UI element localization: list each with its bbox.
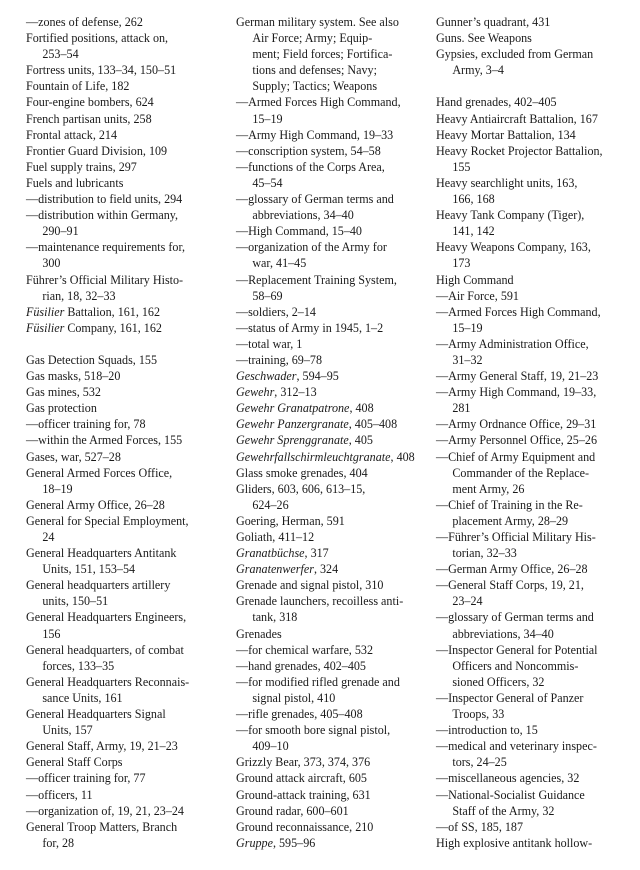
- entry-italic-term: Gewehr: [236, 385, 275, 400]
- entry-heading: —Army High Command, 19–33: [236, 127, 394, 142]
- entry-heading: —officer training for, 78: [26, 417, 146, 432]
- entry-heading: —training, 69–78: [236, 352, 322, 367]
- index-entry: [436, 94, 632, 110]
- index-entry: [26, 577, 224, 609]
- entry-continuation: Supply; Tactics; Weapons: [252, 79, 378, 94]
- entry-heading: —zones of defense, 262: [26, 15, 143, 29]
- index-entry: [236, 432, 426, 448]
- entry-italic-term: Gewehr Panzergranate: [236, 417, 349, 432]
- entry-locator: , 405–408: [348, 417, 398, 432]
- entry-heading: —Army Ordnance Office, 29–31: [436, 417, 597, 432]
- entry-continuation: 300: [42, 256, 61, 271]
- entry-continuation: ment; Field forces; Fortifica-: [252, 47, 393, 62]
- index-entry: [236, 272, 426, 304]
- index-entry: [26, 207, 224, 239]
- entry-continuation: 15–19: [252, 111, 283, 126]
- entry-heading: —rifle grenades, 405–408: [236, 707, 363, 722]
- index-entry: [236, 513, 426, 529]
- entry-continuation: Officers and Noncommis-: [452, 658, 579, 673]
- entry-heading: Grenade launchers, recoilless anti-: [236, 594, 404, 609]
- entry-heading: [26, 305, 160, 319]
- entry-continuation: rian, 18, 32–33: [42, 288, 116, 303]
- entry-heading: —for modified rifled grenade and: [236, 674, 400, 689]
- index-entry: [236, 416, 426, 432]
- entry-heading: —German Army Office, 26–28: [436, 562, 588, 577]
- index-entry: [436, 336, 632, 368]
- entry-heading: High explosive antitank hollow-: [436, 835, 593, 850]
- index-entry: [236, 803, 426, 819]
- entry-heading: Hand grenades, 402–405: [436, 95, 557, 110]
- index-entry: [236, 561, 426, 577]
- entry-heading: French partisan units, 258: [26, 111, 152, 126]
- index-entry: [26, 545, 224, 577]
- index-entry: [26, 127, 224, 143]
- index-entry: [26, 400, 224, 416]
- entry-continuation: 409–10: [252, 739, 289, 754]
- index-entry: [26, 159, 224, 175]
- index-entry: [26, 706, 224, 738]
- index-entry: [436, 14, 632, 30]
- entry-heading: Gypsies, excluded from German: [436, 47, 594, 62]
- entry-continuation: 45–54: [252, 175, 283, 190]
- entry-heading: General Headquarters Signal: [26, 707, 166, 722]
- entry-heading: —functions of the Corps Area,: [236, 159, 385, 174]
- entry-heading: General Headquarters Antitank: [26, 546, 177, 561]
- entry-continuation: tank, 318: [252, 610, 298, 625]
- entry-continuation: 290–91: [42, 224, 79, 239]
- entry-continuation: torian, 32–33: [452, 546, 517, 561]
- entry-heading: —status of Army in 1945, 1–2: [236, 320, 384, 335]
- index-entry: [236, 14, 426, 94]
- index-entry: [26, 497, 224, 513]
- entry-heading: Heavy Weapons Company, 163,: [436, 240, 591, 255]
- index-entry: [236, 642, 426, 658]
- entry-continuation: 166, 168: [452, 192, 495, 207]
- index-entry: [436, 127, 632, 143]
- entry-heading: —for smooth bore signal pistol,: [236, 723, 391, 738]
- entry-heading: —maintenance requirements for,: [26, 240, 186, 255]
- index-entry: [26, 272, 224, 304]
- entry-heading: —soldiers, 2–14: [236, 304, 316, 319]
- index-entry: [236, 593, 426, 625]
- index-entry: [436, 207, 632, 239]
- index-entry: [26, 368, 224, 384]
- entry-heading: —introduction to, 15: [436, 723, 538, 738]
- index-entry: [436, 449, 632, 497]
- entry-italic-term: Geschwader: [236, 369, 297, 384]
- index-entry: [236, 368, 426, 384]
- index-entry: [26, 787, 224, 803]
- index-entry: [436, 111, 632, 127]
- index-entry: [436, 609, 632, 641]
- index-entry: [436, 819, 632, 835]
- index-entry: [436, 835, 632, 851]
- index-entry: [26, 642, 224, 674]
- entry-continuation: signal pistol, 410: [252, 690, 336, 705]
- entry-heading: Gunner’s quadrant, 431: [436, 15, 551, 29]
- entry-heading: —officer training for, 77: [26, 771, 146, 786]
- entry-heading: Gas masks, 518–20: [26, 369, 121, 384]
- entry-heading: [236, 450, 415, 464]
- entry-italic-term: Gewehrfallschirmleuchtgranate: [236, 449, 391, 464]
- entry-heading: —Inspector General of Panzer: [436, 690, 584, 705]
- index-entry: [236, 754, 426, 770]
- index-entry: [436, 175, 632, 207]
- index-entry: [236, 191, 426, 223]
- index-entry: [26, 384, 224, 400]
- entry-heading: Gases, war, 527–28: [26, 449, 121, 464]
- entry-heading: —glossary of German terms and: [236, 192, 394, 207]
- index-entry: [236, 320, 426, 336]
- index-entry: [236, 545, 426, 561]
- entry-heading: —for chemical warfare, 532: [236, 642, 373, 657]
- entry-heading: —Armed Forces High Command,: [236, 95, 401, 110]
- index-entry: [26, 191, 224, 207]
- entry-heading: —officers, 11: [26, 787, 93, 802]
- entry-heading: Frontal attack, 214: [26, 127, 118, 142]
- index-entry: [236, 674, 426, 706]
- entry-heading: Ground reconnaissance, 210: [236, 819, 374, 834]
- entry-continuation: 173: [452, 256, 471, 271]
- entry-heading: [236, 836, 315, 850]
- entry-heading: General Staff, Army, 19, 21–23: [26, 739, 178, 754]
- index-entry: [236, 159, 426, 191]
- index-entry: [436, 561, 632, 577]
- entry-continuation: forces, 133–35: [42, 658, 115, 673]
- entry-heading: Heavy searchlight units, 163,: [436, 175, 578, 190]
- entry-locator: , 405: [348, 433, 373, 448]
- entry-heading: [236, 546, 329, 560]
- index-entry: [26, 304, 224, 320]
- index-entry: [26, 432, 224, 448]
- letter-gap: [26, 336, 224, 352]
- entry-heading: —of SS, 185, 187: [436, 819, 524, 834]
- index-entry: [236, 449, 426, 465]
- entry-continuation: Commander of the Replace-: [452, 465, 590, 480]
- index-entry: [436, 738, 632, 770]
- entry-heading: —Army General Staff, 19, 21–23: [436, 369, 599, 384]
- entry-locator: , 595–96: [272, 835, 316, 850]
- entry-heading: General Army Office, 26–28: [26, 497, 165, 512]
- entry-heading: General Armed Forces Office,: [26, 465, 173, 480]
- entry-continuation: 23–24: [452, 594, 483, 609]
- index-entry: [436, 770, 632, 786]
- entry-heading: —organization of, 19, 21, 23–24: [26, 803, 184, 818]
- index-entry: [436, 30, 632, 46]
- entry-heading: —distribution to field units, 294: [26, 192, 183, 207]
- index-entry: [436, 690, 632, 722]
- entry-heading: High Command: [436, 272, 514, 287]
- entry-heading: Heavy Rocket Projector Battalion,: [436, 143, 603, 158]
- index-entry: [436, 239, 632, 271]
- index-column-3: [436, 14, 632, 851]
- entry-heading: Glass smoke grenades, 404: [236, 465, 368, 480]
- index-entry: [26, 819, 224, 851]
- entry-continuation: 31–32: [452, 352, 483, 367]
- entry-heading: Ground radar, 600–601: [236, 803, 349, 818]
- entry-heading: —Führer’s Official Military His-: [436, 530, 596, 544]
- entry-heading: —Inspector General for Potential: [436, 642, 598, 657]
- index-entry: [236, 481, 426, 513]
- entry-heading: Goliath, 411–12: [236, 530, 315, 544]
- index-entry: [436, 416, 632, 432]
- entry-heading: Fortress units, 133–34, 150–51: [26, 63, 177, 78]
- entry-heading: Frontier Guard Division, 109: [26, 143, 168, 158]
- index-entry: [26, 513, 224, 545]
- entry-continuation: 18–19: [42, 481, 73, 496]
- entry-continuation: 141, 142: [452, 224, 495, 239]
- index-entry: [436, 288, 632, 304]
- index-entry: [26, 143, 224, 159]
- entry-heading: Grenades: [236, 626, 282, 641]
- entry-heading: Gliders, 603, 606, 613–15,: [236, 481, 366, 496]
- index-entry: [236, 626, 426, 642]
- entry-continuation: 58–69: [252, 288, 283, 303]
- index-entry: [436, 368, 632, 384]
- entry-italic-term: Gruppe: [236, 835, 273, 850]
- entry-heading: —distribution within Germany,: [26, 208, 179, 223]
- entry-heading: General Troop Matters, Branch: [26, 819, 178, 834]
- entry-heading: —conscription system, 54–58: [236, 143, 381, 158]
- index-column-2: [236, 14, 426, 851]
- index-entry: [26, 803, 224, 819]
- entry-locator: , 594–95: [296, 369, 339, 384]
- entry-heading: —Chief of Army Equipment and: [436, 449, 596, 464]
- entry-heading: Goering, Herman, 591: [236, 513, 345, 528]
- entry-heading: —glossary of German terms and: [436, 610, 594, 625]
- index-entry: [26, 111, 224, 127]
- index-entry: [436, 46, 632, 78]
- index-entry: [236, 223, 426, 239]
- entry-heading: —total war, 1: [236, 336, 303, 351]
- entry-continuation: sance Units, 161: [42, 690, 123, 705]
- entry-italic-term: Granatbüchse: [236, 546, 305, 561]
- index-entry: [436, 722, 632, 738]
- entry-heading: —Replacement Training System,: [236, 272, 397, 287]
- entry-continuation: Units, 157: [42, 723, 93, 738]
- index-entry: [236, 384, 426, 400]
- letter-gap: [436, 78, 632, 94]
- entry-locator: , 324: [313, 562, 339, 577]
- entry-continuation: abbreviations, 34–40: [252, 208, 354, 223]
- entry-heading: Gas protection: [26, 401, 97, 416]
- entry-heading: Heavy Tank Company (Tiger),: [436, 208, 585, 223]
- index-entry: [236, 94, 426, 126]
- index-entry: [236, 577, 426, 593]
- index-entry: [436, 143, 632, 175]
- entry-italic-term: Gewehr Sprenggranate: [236, 433, 349, 448]
- entry-continuation: Units, 151, 153–54: [42, 562, 136, 577]
- entry-locator: , 312–13: [274, 385, 317, 400]
- index-entry: [436, 432, 632, 448]
- entry-continuation: 155: [452, 159, 471, 174]
- entry-continuation: placement Army, 28–29: [452, 513, 569, 528]
- entry-heading: —Air Force, 591: [436, 288, 519, 303]
- entry-heading: [236, 417, 397, 431]
- entry-continuation: 15–19: [452, 320, 483, 335]
- index-entry: [236, 835, 426, 851]
- index-entry: [436, 304, 632, 336]
- entry-heading: Ground-attack training, 631: [236, 787, 371, 802]
- entry-continuation: Army, 3–4: [452, 63, 504, 78]
- index-entry: [26, 175, 224, 191]
- index-entry: [236, 819, 426, 835]
- entry-heading: —Army Administration Office,: [436, 336, 589, 351]
- entry-heading: Four-engine bombers, 624: [26, 95, 154, 110]
- entry-continuation: tions and defenses; Navy;: [252, 63, 377, 78]
- index-entry: [236, 400, 426, 416]
- entry-continuation: 281: [452, 401, 471, 416]
- index-entry: [236, 304, 426, 320]
- entry-continuation: 253–54: [42, 47, 79, 62]
- entry-locator: , 317: [304, 546, 329, 561]
- entry-heading: Heavy Antiaircraft Battalion, 167: [436, 111, 598, 126]
- entry-heading: —General Staff Corps, 19, 21,: [436, 578, 584, 593]
- entry-continuation: war, 41–45: [252, 256, 307, 271]
- index-entry: [436, 384, 632, 416]
- entry-heading: [236, 401, 374, 415]
- entry-continuation: 624–26: [252, 497, 289, 512]
- entry-heading: General for Special Employment,: [26, 513, 189, 528]
- entry-continuation: Air Force; Army; Equip-: [252, 31, 373, 46]
- entry-heading: Fortified positions, attack on,: [26, 31, 169, 46]
- index-entry: [236, 127, 426, 143]
- entry-heading: General Headquarters Engineers,: [26, 610, 187, 625]
- entry-heading: —Armed Forces High Command,: [436, 304, 601, 319]
- index-entry: [26, 754, 224, 770]
- entry-continuation: 24: [42, 530, 55, 544]
- index-entry: [236, 706, 426, 722]
- entry-heading: —Army Personnel Office, 25–26: [436, 433, 597, 448]
- index-entry: [436, 497, 632, 529]
- entry-heading: [236, 562, 338, 576]
- entry-heading: —High Command, 15–40: [236, 224, 362, 239]
- entry-heading: —National-Socialist Guidance: [436, 787, 585, 802]
- index-entry: [436, 577, 632, 609]
- entry-locator: Company, 161, 162: [64, 320, 162, 335]
- entry-heading: Grizzly Bear, 373, 374, 376: [236, 755, 371, 770]
- entry-continuation: tors, 24–25: [452, 755, 507, 770]
- index-entry: [26, 320, 224, 336]
- entry-locator: Battalion, 161, 162: [64, 304, 161, 319]
- entry-continuation: Staff of the Army, 32: [452, 803, 555, 818]
- entry-heading: [236, 433, 373, 447]
- entry-heading: —hand grenades, 402–405: [236, 658, 366, 673]
- entry-italic-term: Füsilier: [26, 304, 65, 319]
- entry-continuation: 156: [42, 626, 61, 641]
- index-entry: [236, 770, 426, 786]
- index-entry: [26, 770, 224, 786]
- index-entry: [26, 239, 224, 271]
- index-entry: [26, 14, 224, 30]
- index-entry: [236, 143, 426, 159]
- entry-continuation: abbreviations, 34–40: [452, 626, 554, 641]
- index-entry: [26, 449, 224, 465]
- entry-heading: —miscellaneous agencies, 32: [436, 771, 580, 786]
- index-entry: [26, 94, 224, 110]
- entry-heading: General headquarters, of combat: [26, 642, 184, 657]
- entry-italic-term: Füsilier: [26, 320, 65, 335]
- entry-heading: Fuel supply trains, 297: [26, 159, 137, 174]
- index-entry: [26, 674, 224, 706]
- entry-heading: [236, 369, 339, 383]
- entry-continuation: Troops, 33: [452, 707, 505, 722]
- entry-heading: —within the Armed Forces, 155: [26, 433, 183, 448]
- index-entry: [236, 787, 426, 803]
- entry-continuation: for, 28: [42, 835, 75, 850]
- index-entry: [26, 465, 224, 497]
- entry-heading: Führer’s Official Military Histo-: [26, 272, 184, 287]
- index-entry: [436, 642, 632, 690]
- index-entry: [236, 336, 426, 352]
- index-entry: [236, 465, 426, 481]
- index-entry: [26, 30, 224, 62]
- entry-heading: Grenade and signal pistol, 310: [236, 578, 384, 593]
- entry-heading: Ground attack aircraft, 605: [236, 771, 367, 786]
- entry-heading: Fountain of Life, 182: [26, 79, 130, 94]
- entry-italic-term: Granatenwerfer: [236, 562, 314, 577]
- entry-heading: General Staff Corps: [26, 755, 123, 770]
- index-entry: [236, 529, 426, 545]
- index-entry: [26, 78, 224, 94]
- entry-continuation: ment Army, 26: [452, 481, 525, 496]
- index-entry: [436, 529, 632, 561]
- entry-continuation: units, 150–51: [42, 594, 109, 609]
- index-entry: [236, 239, 426, 271]
- index-entry: [436, 272, 632, 288]
- index-entry: [436, 787, 632, 819]
- index-entry: [236, 352, 426, 368]
- index-entry: [26, 738, 224, 754]
- index-entry: [236, 722, 426, 754]
- index-entry: [26, 62, 224, 78]
- entry-heading: Gas mines, 532: [26, 385, 101, 400]
- entry-heading: —organization of the Army for: [236, 240, 387, 255]
- entry-heading: Guns. See Weapons: [436, 31, 532, 46]
- entry-locator: , 408: [349, 401, 374, 416]
- entry-heading: General Headquarters Reconnais-: [26, 674, 190, 689]
- entry-heading: German military system. See also: [236, 15, 399, 29]
- entry-heading: Gas Detection Squads, 155: [26, 352, 157, 367]
- entry-italic-term: Gewehr Granatpatrone: [236, 401, 350, 416]
- entry-heading: [26, 321, 162, 335]
- entry-locator: , 408: [390, 449, 415, 464]
- index-entry: [26, 416, 224, 432]
- entry-heading: Heavy Mortar Battalion, 134: [436, 127, 576, 142]
- index-column-1: [26, 14, 224, 851]
- index-entry: [236, 658, 426, 674]
- entry-heading: —Chief of Training in the Re-: [436, 497, 583, 512]
- entry-heading: —Army High Command, 19–33,: [436, 385, 597, 400]
- entry-heading: —medical and veterinary inspec-: [436, 739, 597, 754]
- entry-heading: General headquarters artillery: [26, 578, 171, 593]
- entry-continuation: sioned Officers, 32: [452, 674, 545, 689]
- entry-heading: Fuels and lubricants: [26, 175, 124, 190]
- index-entry: [26, 609, 224, 641]
- entry-heading: [236, 385, 317, 399]
- index-entry: [26, 352, 224, 368]
